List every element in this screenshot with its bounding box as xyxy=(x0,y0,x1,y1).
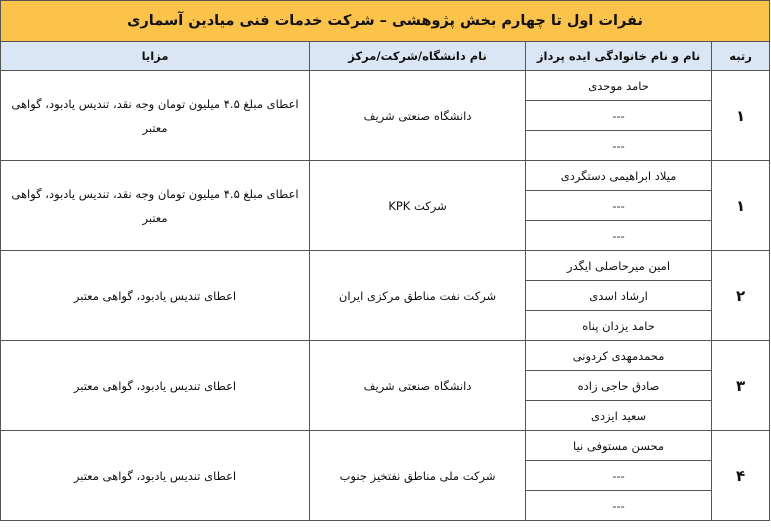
header-benefits: مزایا xyxy=(1,42,310,71)
header-org: نام دانشگاه/شرکت/مرکز xyxy=(310,42,526,71)
name-cell: --- xyxy=(526,101,712,131)
table-title: نفرات اول تا چهارم بخش پژوهشی – شرکت خدمات فنی میادین آسماری xyxy=(1,1,770,42)
org-cell: شرکت KPK xyxy=(310,161,526,251)
name-cell: --- xyxy=(526,131,712,161)
name-cell: --- xyxy=(526,191,712,221)
name-cell: میلاد ابراهیمی دستگردی xyxy=(526,161,712,191)
header-row xyxy=(1,42,770,71)
benefits-cell: اعطای تندیس یادبود، گواهی معتبر xyxy=(1,431,310,521)
table-row xyxy=(1,341,770,371)
header-rank: رتبه xyxy=(712,42,770,71)
name-cell: صادق حاجی زاده xyxy=(526,371,712,401)
rank-cell: ۲ xyxy=(712,251,770,341)
name-cell: --- xyxy=(526,221,712,251)
table-row xyxy=(1,71,770,101)
name-cell: حامد موحدی xyxy=(526,71,712,101)
rank-cell: ۳ xyxy=(712,341,770,431)
table-row xyxy=(1,161,770,191)
benefits-cell: اعطای تندیس یادبود، گواهی معتبر xyxy=(1,251,310,341)
org-cell: شرکت ملی مناطق نفتخیز جنوب xyxy=(310,431,526,521)
rank-cell: ۱ xyxy=(712,161,770,251)
org-cell: شرکت نفت مناطق مرکزی ایران xyxy=(310,251,526,341)
title-row xyxy=(1,1,770,42)
org-cell: دانشگاه صنعتی شریف xyxy=(310,341,526,431)
table-row xyxy=(1,251,770,281)
name-cell: محسن مستوفی نیا xyxy=(526,431,712,461)
name-cell: حامد یزدان پناه xyxy=(526,311,712,341)
name-cell: امین میرحاصلی ایگدر xyxy=(526,251,712,281)
org-cell: دانشگاه صنعتی شریف xyxy=(310,71,526,161)
table-row xyxy=(1,431,770,461)
header-name: نام و نام خانوادگی ایده پرداز xyxy=(526,42,712,71)
name-cell: محمدمهدی کردونی xyxy=(526,341,712,371)
name-cell: --- xyxy=(526,461,712,491)
name-cell: --- xyxy=(526,491,712,521)
benefits-cell: اعطای تندیس یادبود، گواهی معتبر xyxy=(1,341,310,431)
rank-cell: ۴ xyxy=(712,431,770,521)
name-cell: ارشاد اسدی xyxy=(526,281,712,311)
benefits-cell: اعطای مبلغ ۴.۵ میلیون تومان وجه نقد، تندیس یادبود، گواهی معتبر xyxy=(1,161,310,251)
name-cell: سعید ایزدی xyxy=(526,401,712,431)
benefits-cell: اعطای مبلغ ۴.۵ میلیون تومان وجه نقد، تندیس یادبود، گواهی معتبر xyxy=(1,71,310,161)
rank-cell: ۱ xyxy=(712,71,770,161)
